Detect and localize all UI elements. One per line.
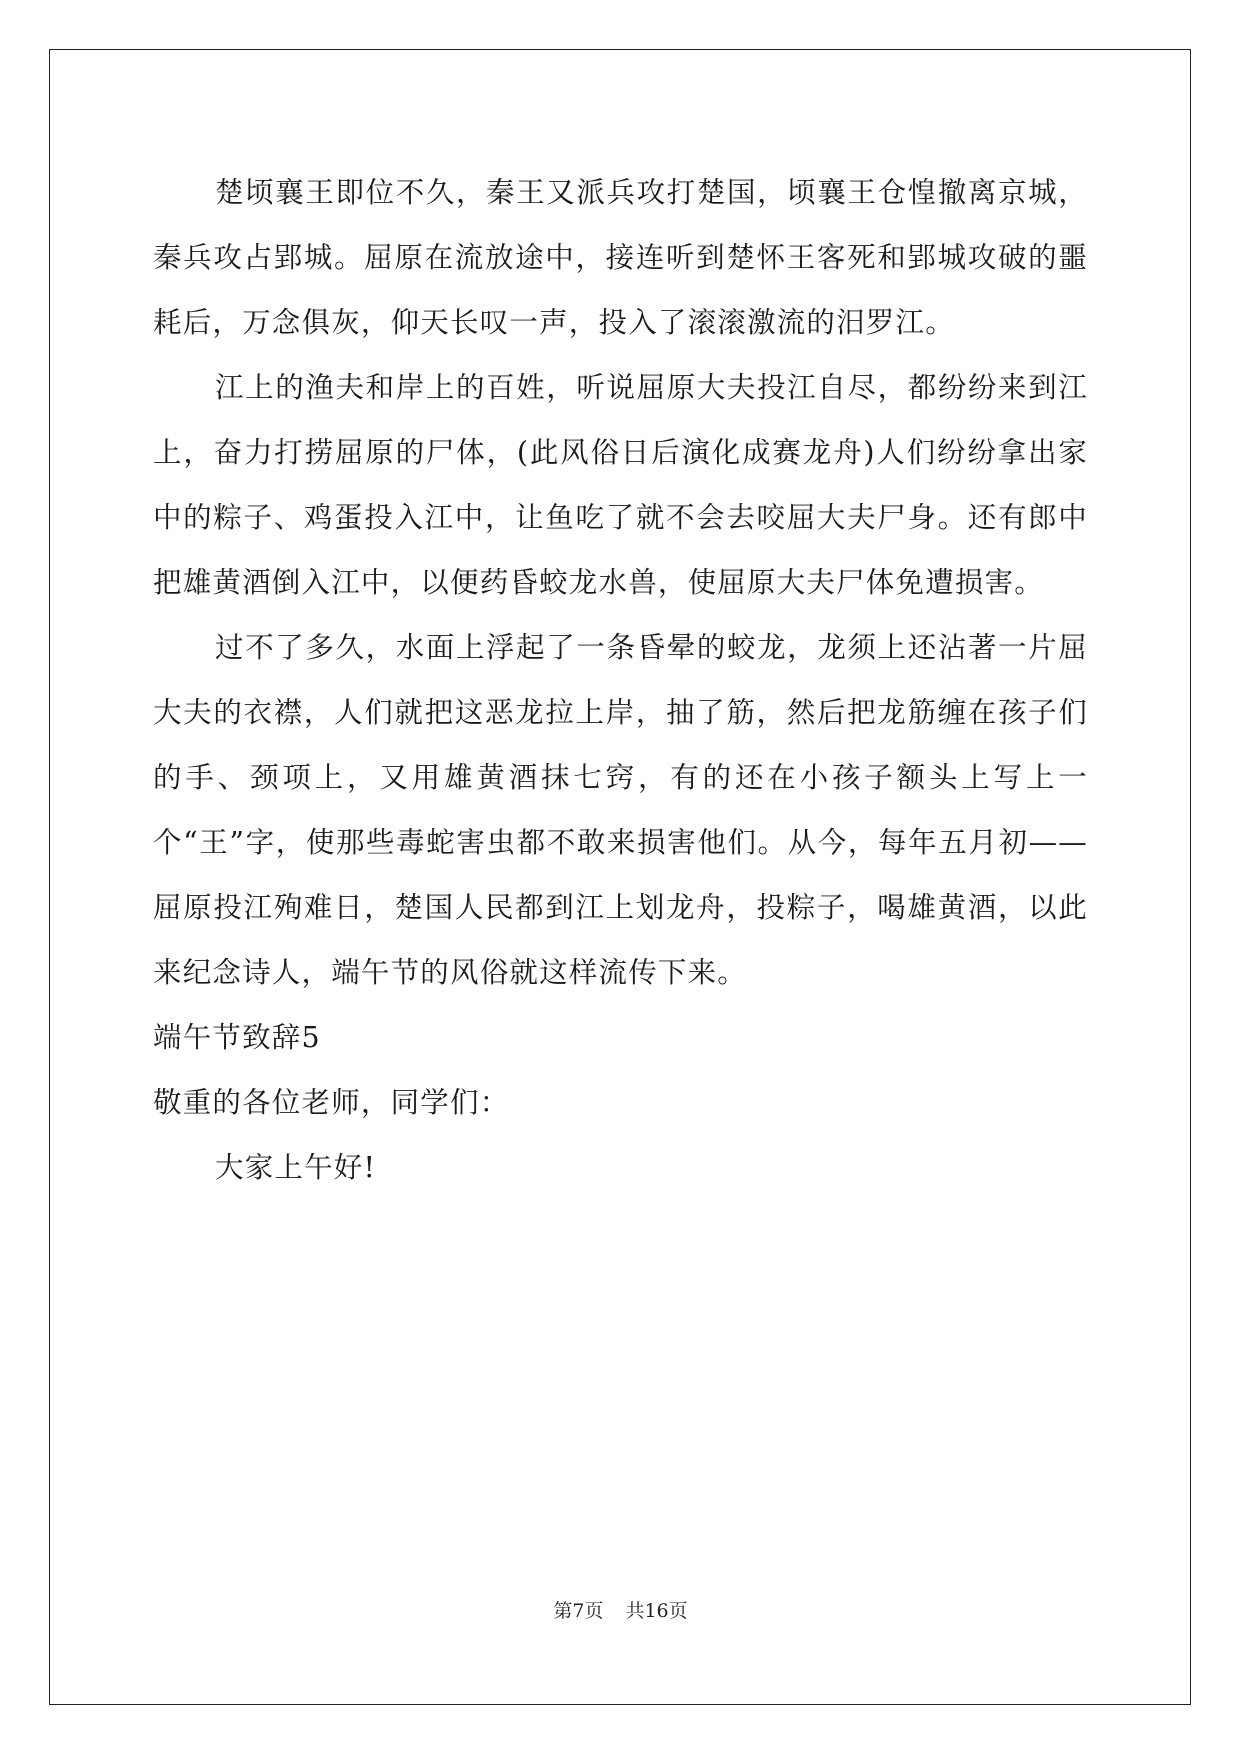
greeting: 大家上午好!	[215, 1151, 377, 1184]
page-footer	[0, 1596, 1241, 1623]
paragraph-2: 江上的渔夫和岸上的百姓，听说屈原大夫投江自尽，都纷纷来到江上，奋力打捞屈原的尸体，(此风俗日后演化成赛龙舟)人们纷纷拿出家中的粽子、鸡蛋投入江中，让鱼吃了就不会去咬屈大夫尸身。还有郎中把雄黄酒倒入江中，以便药昏蛟龙水兽，使屈原大夫尸体免遭损害。	[153, 371, 1088, 599]
page-total: 共16页	[625, 1600, 688, 1622]
paragraph-3: 过不了多久，水面上浮起了一条昏晕的蛟龙，龙须上还沾著一片屈大夫的衣襟，人们就把这恶龙拉上岸，抽了筋，然后把龙筋缠在孩子们的手、颈项上，又用雄黄酒抹七窍，有的还在小孩子额头上写上一个“王”字，使那些毒蛇害虫都不敢来损害他们。从今，每年五月初——屈原投江殉难日，楚国人民都到江上划龙舟，投粽子，喝雄黄酒，以此来纪念诗人，端午节的风俗就这样流传下来。	[153, 631, 1088, 989]
salutation: 敬重的各位老师，同学们：	[153, 1086, 510, 1119]
section-title: 端午节致辞5	[153, 1021, 321, 1054]
document-body	[153, 160, 1088, 1200]
page-number: 第7页	[553, 1600, 604, 1622]
paragraph-1: 楚顷襄王即位不久，秦王又派兵攻打楚国，顷襄王仓惶撤离京城，秦兵攻占郢城。屈原在流放途中，接连听到楚怀王客死和郢城攻破的噩耗后，万念俱灰，仰天长叹一声，投入了滚滚激流的汨罗江。	[153, 176, 1088, 339]
